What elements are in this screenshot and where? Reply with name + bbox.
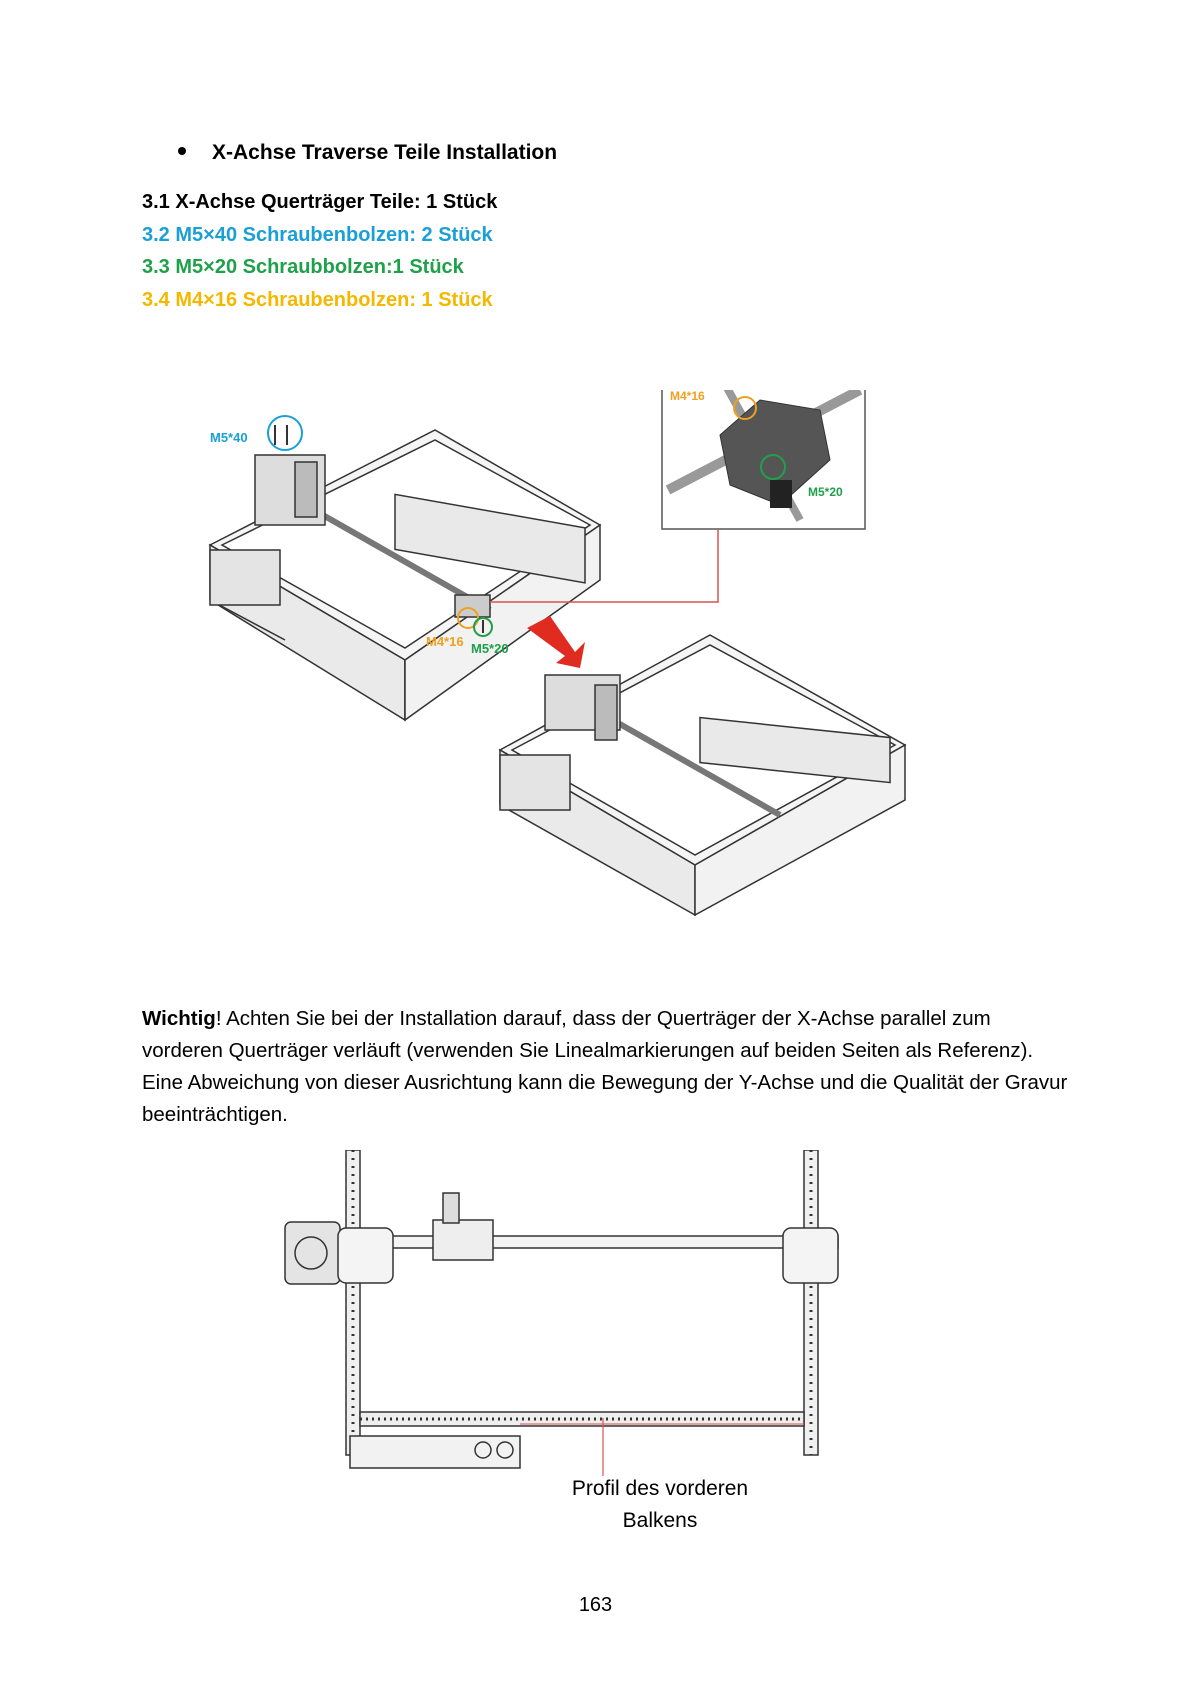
- left-motor: [285, 1222, 340, 1284]
- assembly-figure: [200, 390, 990, 990]
- machine-after: [500, 635, 905, 915]
- section-heading-text: X-Achse Traverse Teile Installation: [212, 141, 558, 164]
- direction-arrow: [527, 616, 585, 668]
- important-note: [142, 1003, 1077, 1131]
- important-label: Wichtig: [142, 1007, 216, 1030]
- label-m4x16: M4*16: [426, 634, 464, 649]
- laser-carriage: [433, 1220, 493, 1260]
- caption-line-2: Balkens: [622, 1509, 698, 1532]
- inset-detail: [662, 390, 865, 529]
- part-line-3-1: 3.1 X-Achse Querträger Teile: 1 Stück: [142, 191, 498, 213]
- x-axis-beam: [318, 1236, 838, 1248]
- right-bracket: [783, 1228, 838, 1283]
- caption-line-1: Profil des vorderen: [571, 1477, 749, 1500]
- inset-label-m4x16: M4*16: [670, 390, 705, 403]
- control-box: [350, 1436, 520, 1468]
- label-m5x40: M5*40: [210, 430, 248, 445]
- important-text: ! Achten Sie bei der Installation darauf, dass der Querträger der X-Achse parallel zum vorderen Querträger verläuft (verwenden Sie Linealmarkierungen auf beiden Seiten als Referenz). Eine Abweichung von dieser Ausrichtung kann die Bewegung der Y-Achse und die Qualität der Gravur beeinträchtigen.: [142, 1007, 1068, 1126]
- main-label-m5x40: [210, 416, 302, 450]
- bullet-dot: [178, 147, 186, 155]
- page-number: 163: [578, 1594, 613, 1616]
- part-line-3-2: 3.2 M5×40 Schraubenbolzen: 2 Stück: [142, 223, 493, 246]
- parts-list: [142, 186, 497, 316]
- label-m5x20: M5*20: [471, 641, 509, 656]
- top-view-figure: [283, 1150, 913, 1480]
- part-line-3-4: 3.4 M4×16 Schraubenbolzen: 1 Stück: [142, 288, 493, 311]
- part-line-3-3: 3.3 M5×20 Schraubbolzen:1 Stück: [142, 256, 464, 278]
- section-heading: [178, 141, 557, 165]
- figure-caption: [540, 1473, 780, 1537]
- machine-before: [210, 430, 600, 720]
- inset-label-m5x20: M5*20: [808, 485, 843, 499]
